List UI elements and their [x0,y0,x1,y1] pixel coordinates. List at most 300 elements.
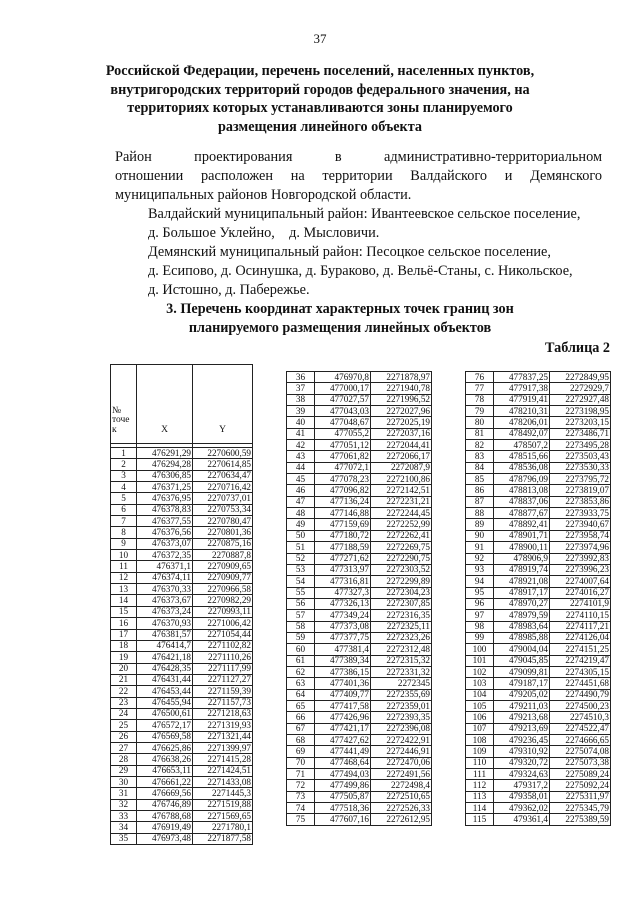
y-cell: 2274117,21 [550,621,611,632]
table-row [466,406,611,417]
y-cell: 2272612,95 [371,814,432,825]
y-cell: 2274500,23 [550,700,611,711]
table-row [466,769,611,780]
point-number-cell: 63 [287,678,315,689]
table-row [111,584,253,595]
point-number-cell: 16 [111,618,137,629]
point-number-cell: 15 [111,606,137,617]
coordinates-table-1 [110,364,253,845]
y-cell: 2274151,25 [550,644,611,655]
y-cell: 2272269,75 [371,542,432,553]
y-cell: 2273992,83 [550,553,611,564]
table-row [466,576,611,587]
x-cell: 476661,22 [137,776,193,787]
x-cell: 478892,41 [494,519,550,530]
point-number-cell: 20 [111,663,137,674]
point-number-cell: 48 [287,508,315,519]
point-number-cell: 23 [111,697,137,708]
y-cell: 2272231,21 [371,496,432,507]
table-row [287,632,432,643]
x-cell: 477409,77 [315,689,371,700]
paragraph-district-line3: муниципальных районов Новгородской области. [115,187,412,203]
point-number-cell: 18 [111,640,137,651]
x-cell: 477468,64 [315,757,371,768]
y-cell: 2271415,28 [193,754,253,765]
table-row [287,757,432,768]
y-cell: 2272066,17 [371,451,432,462]
table-row [466,462,611,473]
table-row [287,417,432,428]
x-cell: 477381,4 [315,644,371,655]
point-number-cell: 109 [466,746,494,757]
table-row [111,652,253,663]
y-cell: 2272262,41 [371,530,432,541]
table-row [287,712,432,723]
y-cell: 2274101,9 [550,598,611,609]
y-cell: 2275311,97 [550,791,611,802]
x-cell: 477386,15 [315,666,371,677]
y-cell: 2273933,75 [550,508,611,519]
point-number-cell: 65 [287,700,315,711]
point-number-cell: 37 [287,383,315,394]
x-cell: 477421,17 [315,723,371,734]
table-row [287,655,432,666]
table-row [287,394,432,405]
point-number-cell: 24 [111,708,137,719]
x-cell: 476638,26 [137,754,193,765]
coordinates-table-3 [465,371,611,826]
y-cell: 2272510,65 [371,791,432,802]
header-point-number: № точе к [111,365,137,444]
y-cell: 2275092,24 [550,780,611,791]
table-row [111,686,253,697]
point-number-cell: 74 [287,803,315,814]
point-number-cell: 14 [111,595,137,606]
table-row [466,689,611,700]
point-number-cell: 81 [466,428,494,439]
table-row [111,504,253,515]
x-cell: 476500,61 [137,708,193,719]
x-cell: 478536,08 [494,462,550,473]
point-number-cell: 113 [466,791,494,802]
x-cell: 478877,67 [494,508,550,519]
x-cell: 477494,03 [315,769,371,780]
y-cell: 2271445,3 [193,788,253,799]
point-number-cell: 104 [466,689,494,700]
point-number-cell: 43 [287,451,315,462]
x-cell: 476306,85 [137,470,193,481]
x-cell: 477146,88 [315,508,371,519]
point-number-cell: 40 [287,417,315,428]
table-row [287,700,432,711]
point-number-cell: 59 [287,632,315,643]
demyansk-line2: д. Есипово, д. Осинушка, д. Бураково, д. Вельё-Станы, с. Никольское, [148,263,573,279]
table-row [111,811,253,822]
y-cell: 2270966,58 [193,584,253,595]
y-cell: 2272396,08 [371,723,432,734]
table-row [111,561,253,572]
x-cell: 477389,34 [315,655,371,666]
point-number-cell: 112 [466,780,494,791]
table-row [111,629,253,640]
y-cell: 2271940,78 [371,383,432,394]
point-number-cell: 95 [466,587,494,598]
y-cell: 2272315,32 [371,655,432,666]
table-row [466,735,611,746]
point-number-cell: 89 [466,519,494,530]
point-number-cell: 72 [287,780,315,791]
y-cell: 2272446,91 [371,746,432,757]
table-row [111,754,253,765]
point-number-cell: 8 [111,527,137,538]
x-cell: 477055,2 [315,428,371,439]
point-number-cell: 87 [466,496,494,507]
valday-line2: д. Большое Уклейно, д. Мысловичи. [148,225,380,241]
point-number-cell: 10 [111,550,137,561]
point-number-cell: 75 [287,814,315,825]
x-cell: 477427,62 [315,735,371,746]
y-cell: 2272927,48 [550,394,611,405]
point-number-cell: 52 [287,553,315,564]
x-cell: 477518,36 [315,803,371,814]
table-row [466,678,611,689]
table-row [466,610,611,621]
point-number-cell: 46 [287,485,315,496]
x-cell: 476970,8 [315,372,371,383]
x-cell: 476428,35 [137,663,193,674]
y-cell: 2272142,51 [371,485,432,496]
x-cell: 476381,57 [137,629,193,640]
y-cell: 2272044,41 [371,440,432,451]
y-cell: 2272325,11 [371,621,432,632]
coordinates-table-2 [286,371,432,826]
table-row [466,644,611,655]
x-cell: 477426,96 [315,712,371,723]
y-cell: 2270982,29 [193,595,253,606]
table-2-body [287,372,432,826]
point-number-cell: 88 [466,508,494,519]
y-cell: 2270737,01 [193,493,253,504]
table-row [287,428,432,439]
point-number-cell: 35 [111,833,137,844]
table-row [287,803,432,814]
x-cell: 479236,45 [494,735,550,746]
point-number-cell: 11 [111,561,137,572]
y-cell: 2273203,15 [550,417,611,428]
y-cell: 2272244,45 [371,508,432,519]
table-row [466,632,611,643]
table-row [287,474,432,485]
x-cell: 479205,02 [494,689,550,700]
y-cell: 2275073,38 [550,757,611,768]
table-row [111,516,253,527]
y-cell: 2270909,77 [193,572,253,583]
table-row [466,700,611,711]
y-cell: 2272307,85 [371,598,432,609]
table-row [466,372,611,383]
point-number-cell: 7 [111,516,137,527]
y-cell: 2275074,08 [550,746,611,757]
y-cell: 2274522,47 [550,723,611,734]
x-cell: 478206,01 [494,417,550,428]
x-cell: 478796,09 [494,474,550,485]
point-number-cell: 5 [111,493,137,504]
point-number-cell: 54 [287,576,315,587]
header-x: X [137,365,193,444]
y-cell: 2273795,72 [550,474,611,485]
y-cell: 2270634,47 [193,470,253,481]
point-number-cell: 69 [287,746,315,757]
point-number-cell: 94 [466,576,494,587]
table-row [466,417,611,428]
y-cell: 2274126,04 [550,632,611,643]
table-row [287,542,432,553]
point-number-cell: 105 [466,700,494,711]
x-cell: 476919,49 [137,822,193,833]
point-number-cell: 45 [287,474,315,485]
point-number-cell: 64 [287,689,315,700]
point-number-cell: 82 [466,440,494,451]
y-cell: 2271110,26 [193,652,253,663]
table-row [111,606,253,617]
point-number-cell: 78 [466,394,494,405]
point-number-cell: 49 [287,519,315,530]
table-row [287,598,432,609]
table-row [111,493,253,504]
table-row [111,459,253,470]
point-number-cell: 99 [466,632,494,643]
y-cell: 2273940,67 [550,519,611,530]
point-number-cell: 4 [111,482,137,493]
x-cell: 476378,83 [137,504,193,515]
table-1-body [111,448,253,845]
x-cell: 476973,48 [137,833,193,844]
x-cell: 478921,08 [494,576,550,587]
table-row [111,640,253,651]
x-cell: 476431,44 [137,674,193,685]
point-number-cell: 41 [287,428,315,439]
table-row [287,530,432,541]
y-cell: 2273198,95 [550,406,611,417]
point-number-cell: 58 [287,621,315,632]
point-number-cell: 100 [466,644,494,655]
point-number-cell: 31 [111,788,137,799]
table-caption: Таблица 2 [545,340,610,356]
x-cell: 476625,86 [137,742,193,753]
table-row [287,576,432,587]
table-row [466,496,611,507]
x-cell: 478970,27 [494,598,550,609]
y-cell: 2271319,93 [193,720,253,731]
paragraph-district-line2: отношении расположен на территории Валдайского и Демянского [115,168,602,184]
y-cell: 2272299,89 [371,576,432,587]
point-number-cell: 9 [111,538,137,549]
point-number-cell: 110 [466,757,494,768]
x-cell: 476372,35 [137,550,193,561]
x-cell: 476455,94 [137,697,193,708]
point-number-cell: 47 [287,496,315,507]
point-number-cell: 77 [466,383,494,394]
y-cell: 2270801,36 [193,527,253,538]
table-row [287,735,432,746]
x-cell: 478837,06 [494,496,550,507]
table-row [111,482,253,493]
y-cell: 2271878,97 [371,372,432,383]
y-cell: 2270887,8 [193,550,253,561]
point-number-cell: 51 [287,542,315,553]
table-row [287,587,432,598]
table-3-body [466,372,611,826]
y-cell: 2272304,23 [371,587,432,598]
point-number-cell: 3 [111,470,137,481]
table-row [287,666,432,677]
y-cell: 2275345,79 [550,803,611,814]
y-cell: 2270875,16 [193,538,253,549]
y-cell: 2272290,75 [371,553,432,564]
point-number-cell: 42 [287,440,315,451]
x-cell: 479211,03 [494,700,550,711]
y-cell: 2270753,34 [193,504,253,515]
point-number-cell: 32 [111,799,137,810]
y-cell: 2271006,42 [193,618,253,629]
table-row [466,564,611,575]
x-cell: 476421,18 [137,652,193,663]
table-row [466,814,611,825]
point-number-cell: 106 [466,712,494,723]
table-row [287,372,432,383]
x-cell: 477051,12 [315,440,371,451]
point-number-cell: 39 [287,406,315,417]
x-cell: 478210,31 [494,406,550,417]
point-number-cell: 97 [466,610,494,621]
point-number-cell: 60 [287,644,315,655]
x-cell: 477061,82 [315,451,371,462]
x-cell: 478983,64 [494,621,550,632]
table-row [287,791,432,802]
point-number-cell: 17 [111,629,137,640]
table-row [466,530,611,541]
table-row [466,394,611,405]
table-row [111,697,253,708]
table-row [466,542,611,553]
point-number-cell: 2 [111,459,137,470]
x-cell: 477505,87 [315,791,371,802]
x-cell: 477607,16 [315,814,371,825]
x-cell: 476373,24 [137,606,193,617]
table-row [287,678,432,689]
table-row [466,655,611,666]
table-row [466,712,611,723]
x-cell: 477072,1 [315,462,371,473]
y-cell: 2274666,65 [550,735,611,746]
point-number-cell: 92 [466,553,494,564]
table-row [287,689,432,700]
table-row [466,780,611,791]
table-row [466,428,611,439]
x-cell: 478813,08 [494,485,550,496]
x-cell: 477377,75 [315,632,371,643]
point-number-cell: 21 [111,674,137,685]
y-cell: 2274110,15 [550,610,611,621]
x-cell: 478919,74 [494,564,550,575]
table-row [466,587,611,598]
table-row [111,448,253,459]
table-row [287,769,432,780]
x-cell: 478917,17 [494,587,550,598]
x-cell: 477188,59 [315,542,371,553]
y-cell: 2273819,07 [550,485,611,496]
table-row [111,742,253,753]
y-cell: 2271127,27 [193,674,253,685]
table-row [466,621,611,632]
y-cell: 2271424,51 [193,765,253,776]
header-y: Y [193,365,253,444]
y-cell: 2275389,59 [550,814,611,825]
x-cell: 476376,56 [137,527,193,538]
y-cell: 2272316,35 [371,610,432,621]
x-cell: 478515,66 [494,451,550,462]
x-cell: 477499,86 [315,780,371,791]
y-cell: 2274490,79 [550,689,611,700]
y-cell: 2271218,63 [193,708,253,719]
x-cell: 477417,58 [315,700,371,711]
x-cell: 477096,82 [315,485,371,496]
x-cell: 476373,07 [137,538,193,549]
x-cell: 478900,11 [494,542,550,553]
x-cell: 477327,3 [315,587,371,598]
y-cell: 2274007,64 [550,576,611,587]
y-cell: 2272849,95 [550,372,611,383]
x-cell: 477313,97 [315,564,371,575]
x-cell: 476291,29 [137,448,193,459]
table-row [287,508,432,519]
valday-line1: Валдайский муниципальный район: Ивантеевское сельское поселение, [148,206,581,222]
x-cell: 477837,25 [494,372,550,383]
x-cell: 477078,23 [315,474,371,485]
point-number-cell: 57 [287,610,315,621]
y-cell: 2273958,74 [550,530,611,541]
y-cell: 2273996,23 [550,564,611,575]
y-cell: 2273486,71 [550,428,611,439]
document-title: Российской Федерации, перечень поселений, населенных пунктов, внутригородских территорий городов федерального значения, на территориях которых устанавливаются зоны планируемого размещения линейного объекта [105,63,535,135]
y-cell: 2271054,44 [193,629,253,640]
point-number-cell: 73 [287,791,315,802]
point-number-cell: 70 [287,757,315,768]
y-cell: 2274451,68 [550,678,611,689]
y-cell: 2273974,96 [550,542,611,553]
y-cell: 2275089,24 [550,769,611,780]
x-cell: 478492,07 [494,428,550,439]
y-cell: 2271102,82 [193,640,253,651]
x-cell: 476788,68 [137,811,193,822]
x-cell: 479361,4 [494,814,550,825]
point-number-cell: 98 [466,621,494,632]
y-cell: 2270716,42 [193,482,253,493]
x-cell: 477271,62 [315,553,371,564]
table-row [111,572,253,583]
point-number-cell: 111 [466,769,494,780]
point-number-cell: 108 [466,735,494,746]
table-row [287,485,432,496]
table-row [287,746,432,757]
y-cell: 2274305,15 [550,666,611,677]
point-number-cell: 44 [287,462,315,473]
table-row [466,383,611,394]
point-number-cell: 67 [287,723,315,734]
y-cell: 2272331,32 [371,666,432,677]
point-number-cell: 25 [111,720,137,731]
table-row [111,776,253,787]
